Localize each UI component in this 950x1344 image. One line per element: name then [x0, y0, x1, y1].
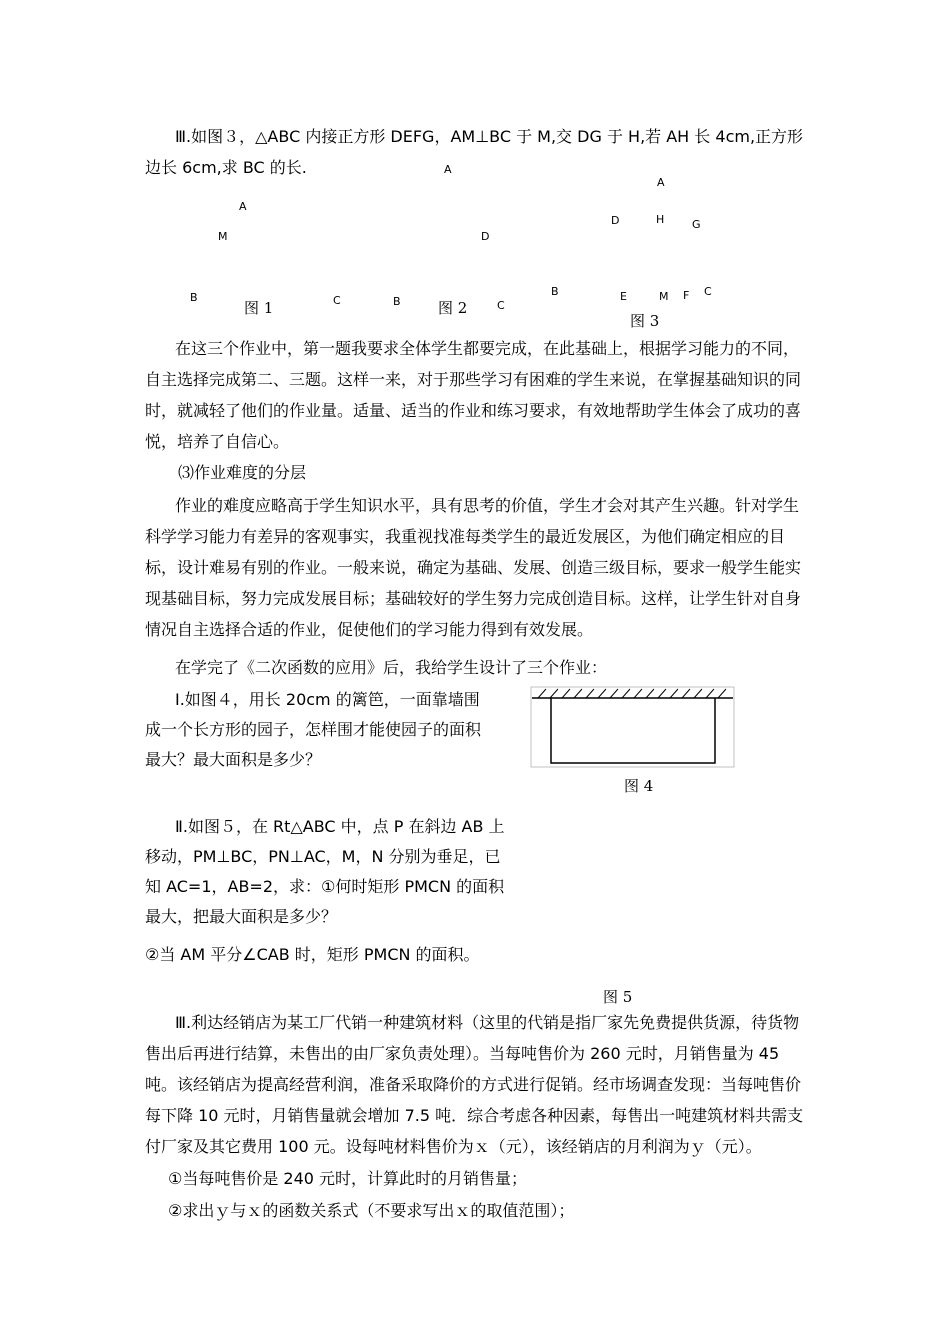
fig1-label-m: M	[218, 230, 228, 243]
paragraph-layered-assignments: 在这三个作业中，第一题我要求全体学生都要完成，在此基础上，根据学习能力的不同，自主选择完成第二、三题。这样一来，对于那些学习有困难的学生来说，在掌握基础知识的同时，就减轻了他们的作业量。适量、适当的作业和练习要求，有效地帮助学生体会了成功的喜悦，培养了自信心。	[145, 339, 802, 451]
section-heading-difficulty: ⑶作业难度的分层	[178, 463, 307, 482]
fig1-label-a: A	[239, 200, 247, 213]
fig3-label-h: H	[656, 213, 665, 226]
problem-3-text: Ⅲ.利达经销店为某工厂代销一种建筑材料（这里的代销是指厂家先免费提供货源，待货物售出后再进行结算，未售出的由厂家负责处理）。当每吨售价为 260 元时，月销售量为 45 吨。该经销店为提高经营利润，准备采取降价的方式进行促销。经市场调查发现：当每吨售价每下降 10 元时，月销售量就会增加 7.5 吨．综合考虑各种因素，每售出一吨建筑材料共需支付厂家及其它费用 100 元。设每吨材料售价为ｘ（元），该经销店的月利润为ｙ（元）。	[145, 1013, 804, 1156]
fig2-label-a: A	[444, 163, 452, 176]
fence-rectangle	[551, 698, 715, 763]
problem-2-text: Ⅱ.如图５，在 Rt△ABC 中，点 P 在斜边 AB 上移动，PM⊥BC，PN⊥AC，M，N 分别为垂足，已知 AC=1，AB=2，求：①何时矩形 PMCN 的面积最大，把最大面积是多少？	[145, 817, 505, 926]
figure-4-frame	[531, 687, 734, 767]
fig1-label-c: C	[333, 294, 341, 307]
figure-4-garden-diagram	[530, 686, 736, 768]
paragraph-quadratic-intro: 在学完了《二次函数的应用》后，我给学生设计了三个作业：	[175, 658, 608, 677]
fig3-label-b: B	[551, 285, 559, 298]
problem-2-subquestion: ②当 AM 平分∠CAB 时，矩形 PMCN 的面积。	[145, 945, 480, 964]
fig3-caption: 图 3	[630, 312, 660, 330]
fig1-label-b: B	[190, 291, 198, 304]
fig2-label-b: B	[393, 295, 401, 308]
problem-3-top-text: Ⅲ.如图３，△ABC 内接正方形 DEFG，AM⊥BC 于 M,交 DG 于 H,若 AH 长 4cm,正方形边长 6cm,求 BC 的长.	[145, 127, 804, 177]
fig2-label-c: C	[497, 299, 505, 312]
fig3-label-f: F	[683, 289, 690, 302]
fig3-label-g: G	[692, 218, 701, 231]
fig3-label-c: C	[704, 285, 712, 298]
fig4-caption: 图 4	[624, 777, 654, 795]
problem-3-question-1: ①当每吨售价是 240 元时，计算此时的月销售量；	[168, 1169, 528, 1188]
fig3-label-m: M	[659, 290, 669, 303]
fig2-caption: 图 2	[438, 299, 468, 317]
fig3-label-e: E	[620, 290, 627, 303]
problem-1-text: Ⅰ.如图４，用长 20cm 的篱笆，一面靠墙围成一个长方形的园子，怎样围才能使园子的面积最大？最大面积是多少？	[145, 690, 482, 769]
fig3-label-a: A	[657, 176, 665, 189]
fig5-caption: 图 5	[603, 988, 633, 1006]
fig1-caption: 图 1	[244, 299, 274, 317]
wall-hatching	[538, 689, 726, 698]
fig3-label-d: D	[611, 214, 620, 227]
paragraph-difficulty: 作业的难度应略高于学生知识水平，具有思考的价值，学生才会对其产生兴趣。针对学生科学学习能力有差异的客观事实，我重视找准每类学生的最近发展区，为他们确定相应的目标，设计难易有别的作业。一般来说，确定为基础、发展、创造三级目标，要求一般学生能实现基础目标，努力完成发展目标；基础较好的学生努力完成创造目标。这样，让学生针对自身情况自主选择合适的作业，促使他们的学习能力得到有效发展。	[145, 496, 802, 639]
fig2-label-d: D	[481, 230, 490, 243]
problem-3-question-2: ②求出ｙ与ｘ的函数关系式（不要求写出ｘ的取值范围）；	[168, 1201, 575, 1220]
